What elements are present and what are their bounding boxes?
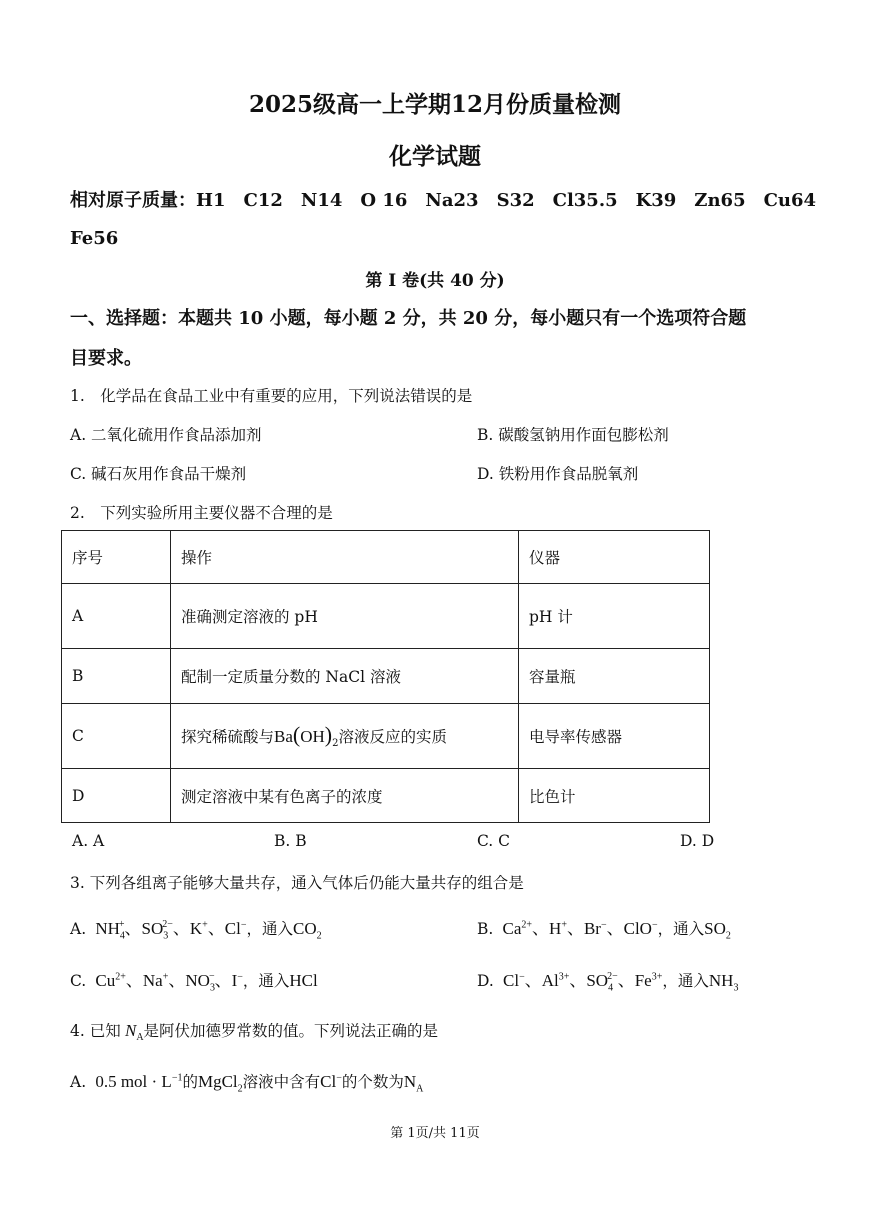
- atomic-masses-line2: Fe56: [70, 228, 119, 249]
- page-footer: 第 1页/共 11页: [390, 1126, 480, 1141]
- instrument-table: [61, 530, 710, 823]
- q1-stem: 1. 化学品在食品工业中有重要的应用，下列说法错误的是: [70, 387, 473, 405]
- formula-sub: 2: [332, 738, 339, 750]
- table-header-row: [62, 531, 710, 584]
- table-cell-id: A: [62, 584, 171, 649]
- q3-option-a: A. $NH_4^+$、$SO_3^{2-}$、K+、Cl−，通入$CO_2$: [70, 919, 322, 942]
- volume-heading: 第 I 卷(共 40 分): [365, 271, 505, 291]
- q4-stem: 4. 已知 $N_A$是阿伏加德罗常数的值。下列说法正确的是: [70, 1021, 439, 1044]
- table-cell-op: 准确测定溶液的 pH: [171, 584, 519, 649]
- table-cell-op: 配制一定质量分数的 NaCl 溶液: [171, 649, 519, 704]
- q2-option-b: B. B: [274, 832, 307, 850]
- table-row: [62, 649, 710, 704]
- table-cell-id: C: [62, 704, 171, 769]
- table-cell-tool: 电导率传感器: [519, 704, 710, 769]
- table-row: [62, 704, 710, 769]
- q2-option-d: D. D: [680, 832, 715, 850]
- q4-option-a: A. 0.5 mol · $L^{-1}$的MgCl$_2$溶液中含有Cl−的个数为$N_A$: [70, 1072, 424, 1095]
- table-header-cell: 序号: [62, 531, 171, 584]
- q3-option-b: B. $Ca^{2+}$、H+、Br−、ClO−，通入$SO_2$: [477, 919, 731, 942]
- exam-title: 2025级高一上学期12月份质量检测: [248, 91, 622, 118]
- q3-option-d: D. Cl−、$Al^{3+}$、$SO_4^{2-}$、$Fe^{3+}$，通入$NH_3$: [477, 971, 739, 994]
- q2-option-a: A. A: [72, 832, 105, 850]
- table-cell-tool: 容量瓶: [519, 649, 710, 704]
- section-heading-line2: 目要求。: [70, 348, 142, 369]
- q1-option-c: C. 碱石灰用作食品干燥剂: [70, 465, 247, 483]
- q1-option-a: A. 二氧化硫用作食品添加剂: [70, 426, 262, 444]
- table-cell-op: 探究稀硫酸与$Ba(OH)_2$溶液反应的实质: [171, 704, 519, 769]
- section-heading-line1: 一、选择题：本题共 10 小题，每小题 2 分，共 20 分，每小题只有一个选项符合题: [70, 308, 747, 329]
- q3-stem: 3. 下列各组离子能够大量共存，通入气体后仍能大量共存的组合是: [70, 874, 524, 892]
- table-cell-id: B: [62, 649, 171, 704]
- table-cell-op: 测定溶液中某有色离子的浓度: [171, 769, 519, 823]
- table-cell-tool: 比色计: [519, 769, 710, 823]
- table-row: [62, 769, 710, 823]
- table-header-cell: 操作: [171, 531, 519, 584]
- table-cell-id: D: [62, 769, 171, 823]
- q2-option-c: C. C: [477, 832, 511, 850]
- formula-oh: OH: [300, 727, 325, 747]
- op-text: 溶液反应的实质: [338, 728, 448, 747]
- q2-stem: 2. 下列实验所用主要仪器不合理的是: [70, 504, 333, 522]
- q1-option-b: B. 碳酸氢钠用作面包膨松剂: [477, 426, 669, 444]
- table-header-cell: 仪器: [519, 531, 710, 584]
- q1-option-d: D. 铁粉用作食品脱氧剂: [477, 465, 639, 483]
- atomic-masses-line1: 相对原子质量：H1 C12 N14 O 16 Na23 S32 Cl35.5 K39 Zn65 Cu64: [70, 190, 817, 211]
- op-text: 探究稀硫酸与: [181, 728, 275, 747]
- subject-title: 化学试题: [389, 143, 481, 170]
- table-row: [62, 584, 710, 649]
- q3-option-c: C. $Cu^{2+}$、Na+、$NO_3^-$、I−，通入HCl: [70, 971, 318, 994]
- formula-ba: Ba: [274, 727, 293, 747]
- table-cell-tool: pH 计: [519, 584, 710, 649]
